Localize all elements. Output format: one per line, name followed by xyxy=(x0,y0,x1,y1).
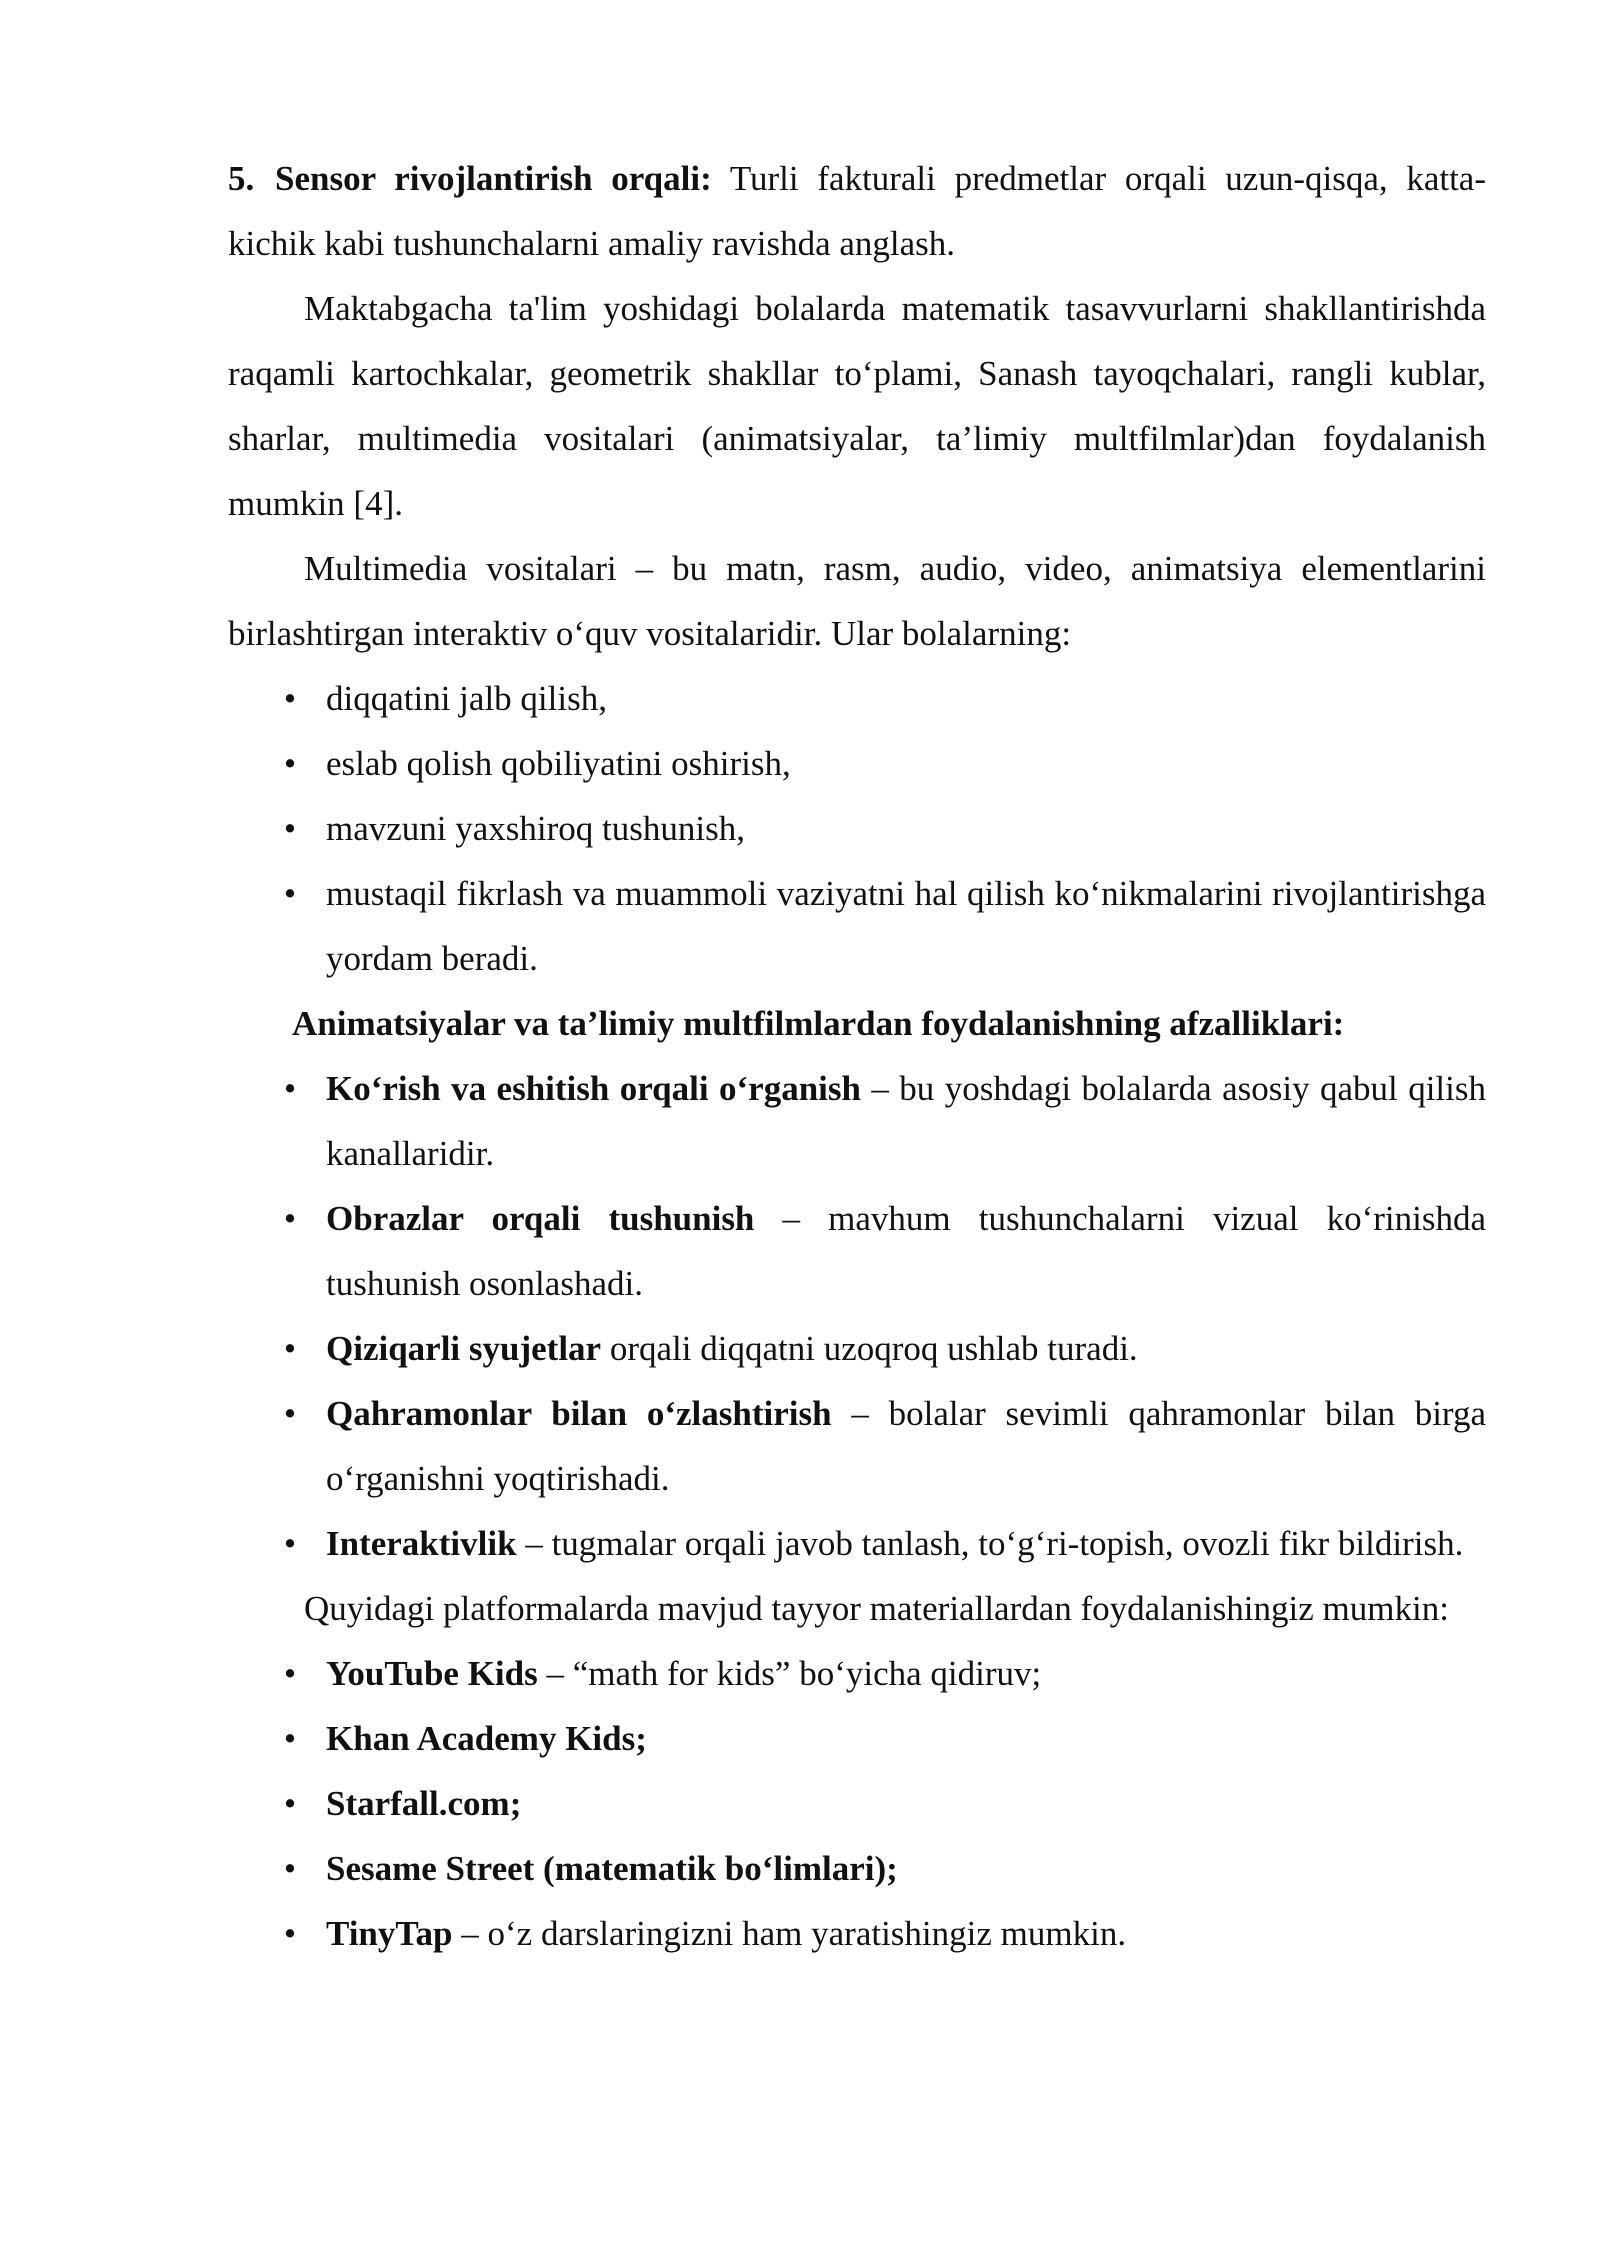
list-item-text: mavzuni yaxshiroq tushunish, xyxy=(326,809,745,848)
list-item-bold: Qahramonlar bilan o‘zlashtirish xyxy=(326,1394,832,1433)
list-item-bold: Ko‘rish va eshitish orqali o‘rganish xyxy=(326,1069,861,1108)
list-item xyxy=(228,1381,1486,1511)
list-item-text: orqali diqqatni uzoqroq ushlab turadi. xyxy=(601,1329,1138,1368)
list-item-text: – tugmalar orqali javob tanlash, to‘g‘ri-topish, ovozli fikr bildirish. xyxy=(516,1524,1464,1563)
list-item-text: – bu yoshdagi bolalarda asosiy qabul qilish kanallaridir. xyxy=(326,1069,1486,1173)
list-item xyxy=(228,731,1486,796)
list-item xyxy=(228,1511,1486,1576)
bullet-icon: • xyxy=(283,1784,297,1823)
bullet-icon: • xyxy=(283,1654,297,1693)
list-item-text: – bolalar sevimli qahramonlar bilan birga o‘rganishni yoqtirishadi. xyxy=(326,1394,1486,1498)
bullet-icon: • xyxy=(283,1719,297,1758)
document-page xyxy=(228,146,1486,1966)
bullet-icon: • xyxy=(283,1199,297,1238)
list-item-bold: Khan Academy Kids; xyxy=(326,1719,647,1758)
list-item xyxy=(228,1641,1486,1706)
list-item-bold: Sesame Street (matematik bo‘limlari); xyxy=(326,1849,898,1888)
list-item-bold: Qiziqarli syujetlar xyxy=(326,1329,602,1368)
list-item xyxy=(228,1706,1486,1771)
list-item-text: – “math for kids” bo‘yicha qidiruv; xyxy=(537,1654,1042,1693)
paragraph-multimedia: Multimedia vositalari – bu matn, rasm, audio, video, animatsiya elementlarini birlashtirgan interaktiv o‘quv vositalaridir. Ular bolalarning: xyxy=(228,549,1486,653)
list-item-text: eslab qolish qobiliyatini oshirish, xyxy=(326,744,791,783)
item-text: Turli fakturali predmetlar orqali uzun-qisqa, katta-kichik kabi tushunchalarni amaliy ravishda anglash. xyxy=(228,159,1486,263)
numbered-item-5 xyxy=(228,146,1486,276)
bullet-icon: • xyxy=(283,809,297,848)
list-item-bold: TinyTap xyxy=(326,1914,453,1953)
benefits-list xyxy=(228,666,1486,991)
list-item-text: mustaqil fikrlash va muammoli vaziyatni hal qilish ko‘nikmalarini rivojlantirishga yordam beradi. xyxy=(326,874,1486,978)
list-item xyxy=(228,666,1486,731)
section-subheading: Animatsiyalar va ta’limiy multfilmlardan foydalanishning afzalliklari: xyxy=(292,1004,1345,1043)
item-number: 5. xyxy=(228,159,255,198)
bullet-icon: • xyxy=(283,874,297,913)
paragraph-tools: Maktabgacha ta'lim yoshidagi bolalarda matematik tasavvurlarni shakllantirishda raqamli kartochkalar, geometrik shakllar to‘plami, Sanash tayoqchalari, rangli kublar, sharlar, multimedia vositalari (animatsiyalar, ta’limiy multfilmlar)dan foydalanish mumkin [4]. xyxy=(228,289,1486,523)
item-bold-lead: Sensor rivojlantirish orqali: xyxy=(275,159,712,198)
list-item xyxy=(228,861,1486,991)
list-item-bold: YouTube Kids xyxy=(326,1654,538,1693)
list-item xyxy=(228,1771,1486,1836)
list-item xyxy=(228,796,1486,861)
bullet-icon: • xyxy=(283,1069,297,1108)
advantages-list xyxy=(228,1056,1486,1576)
list-item-bold: Obrazlar orqali tushunish xyxy=(326,1199,755,1238)
list-item-text: – mavhum tushunchalarni vizual ko‘rinishda tushunish osonlashadi. xyxy=(326,1199,1486,1303)
bullet-icon: • xyxy=(283,679,297,718)
list-item-text: diqqatini jalb qilish, xyxy=(326,679,607,718)
bullet-icon: • xyxy=(283,1329,297,1368)
list-item-text: – o‘z darslaringizni ham yaratishingiz mumkin. xyxy=(452,1914,1127,1953)
list-item-bold: Interaktivlik xyxy=(326,1524,517,1563)
list-item xyxy=(228,1316,1486,1381)
bullet-icon: • xyxy=(283,1914,297,1953)
platforms-list xyxy=(228,1641,1486,1966)
bullet-icon: • xyxy=(283,1849,297,1888)
bullet-icon: • xyxy=(283,744,297,783)
list-item-bold: Starfall.com; xyxy=(326,1784,522,1823)
paragraph-platforms: Quyidagi platformalarda mavjud tayyor materiallardan foydalanishingiz mumkin: xyxy=(304,1589,1449,1628)
list-item xyxy=(228,1836,1486,1901)
bullet-icon: • xyxy=(283,1524,297,1563)
list-item xyxy=(228,1186,1486,1316)
list-item xyxy=(228,1901,1486,1966)
list-item xyxy=(228,1056,1486,1186)
bullet-icon: • xyxy=(283,1394,297,1433)
